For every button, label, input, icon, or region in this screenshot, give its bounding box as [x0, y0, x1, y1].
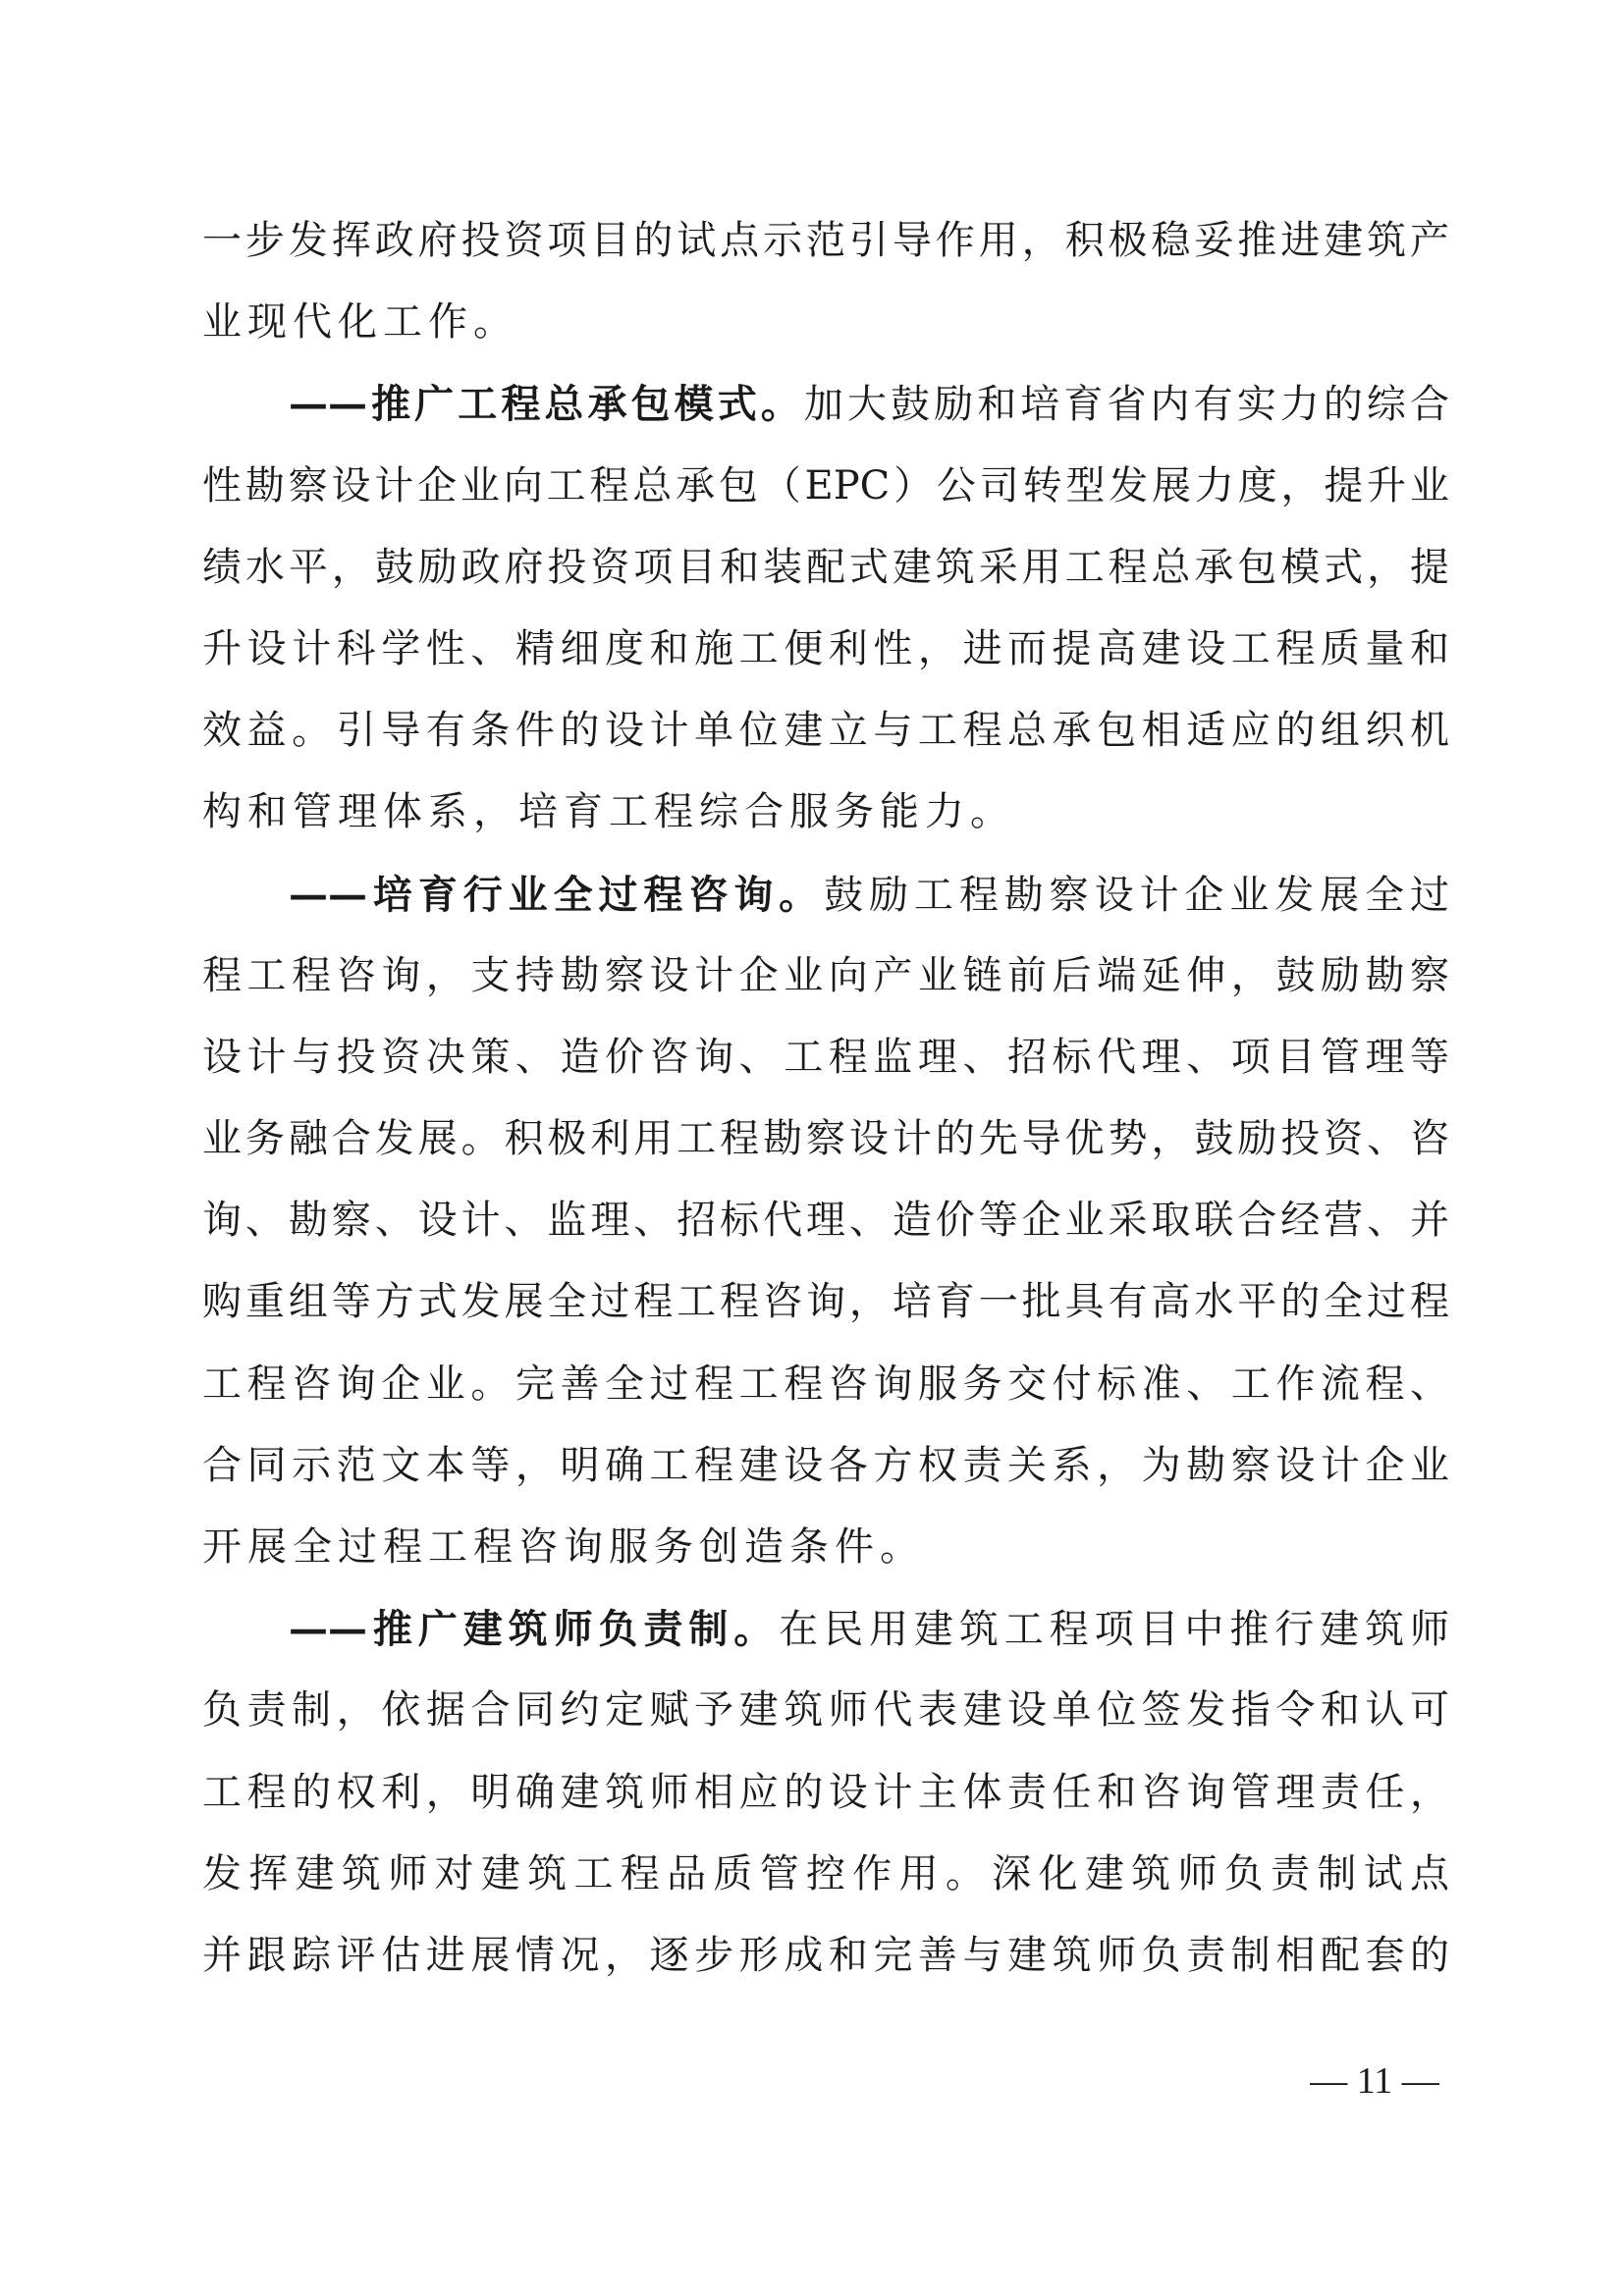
paragraph-line: 工程咨询企业。完善全过程工程咨询服务交付标准、工作流程、	[202, 1361, 1449, 1407]
paragraph-line: 负责制，依据合同约定赋予建筑师代表建设单位签发指令和认可	[202, 1687, 1449, 1734]
paragraph-text: 在民用建筑工程项目中推行建筑师	[779, 1607, 1450, 1653]
paragraph-line: 工程的权利，明确建筑师相应的设计主体责任和咨询管理责任，	[202, 1769, 1449, 1815]
paragraph-line: 并跟踪评估进展情况，逐步形成和完善与建筑师负责制相配套的	[202, 1932, 1449, 1978]
paragraph-line: 设计与投资决策、造价咨询、工程监理、招标代理、项目管理等	[202, 1034, 1449, 1080]
paragraph-line: 购重组等方式发展全过程工程咨询，培育一批具有高水平的全过程	[202, 1279, 1449, 1325]
section-heading: ——培育行业全过程咨询。	[289, 871, 825, 918]
section-heading: ——推广工程总承包模式。	[289, 381, 804, 428]
paragraph-line: 构和管理体系，培育工程综合服务能力。	[202, 789, 1015, 835]
paragraph-line	[202, 363, 1449, 445]
paragraph-text: 鼓励工程勘察设计企业发展全过	[824, 872, 1450, 918]
paragraph-line: 升设计科学性、精细度和施工便利性，进而提高建设工程质量和	[202, 625, 1449, 671]
paragraph-line: 性勘察设计企业向工程总承包（EPC）公司转型发展力度，提升业	[202, 462, 1449, 508]
paragraph-line: 绩水平，鼓励政府投资项目和装配式建筑采用工程总承包模式，提	[202, 544, 1449, 590]
paragraph-line: 程工程咨询，支持勘察设计企业向产业链前后端延伸，鼓励勘察	[202, 952, 1449, 998]
paragraph-line	[202, 1588, 1449, 1670]
paragraph-line: 业务融合发展。积极利用工程勘察设计的先导优势，鼓励投资、咨	[202, 1116, 1449, 1162]
paragraph-line	[202, 854, 1449, 935]
paragraph-text: 加大鼓励和培育省内有实力的综合	[803, 382, 1450, 428]
paragraph-line: 合同示范文本等，明确工程建设各方权责关系，为勘察设计企业	[202, 1442, 1449, 1488]
paragraph-line: 开展全过程工程咨询服务创造条件。	[202, 1524, 925, 1570]
page-number: — 11 —	[1310, 2060, 1439, 2102]
paragraph-line: 询、勘察、设计、监理、招标代理、造价等企业采取联合经营、并	[202, 1198, 1449, 1244]
body-text	[202, 200, 1449, 1997]
paragraph-line: 效益。引导有条件的设计单位建立与工程总承包相适应的组织机	[202, 708, 1449, 754]
paragraph-line: 业现代化工作。	[202, 299, 518, 346]
paragraph-line: 一步发挥政府投资项目的试点示范引导作用，积极稳妥推进建筑产	[202, 218, 1449, 263]
paragraph-line: 发挥建筑师对建筑工程品质管控作用。深化建筑师负责制试点	[202, 1850, 1449, 1896]
section-heading: ——推广建筑师负责制。	[289, 1606, 780, 1653]
